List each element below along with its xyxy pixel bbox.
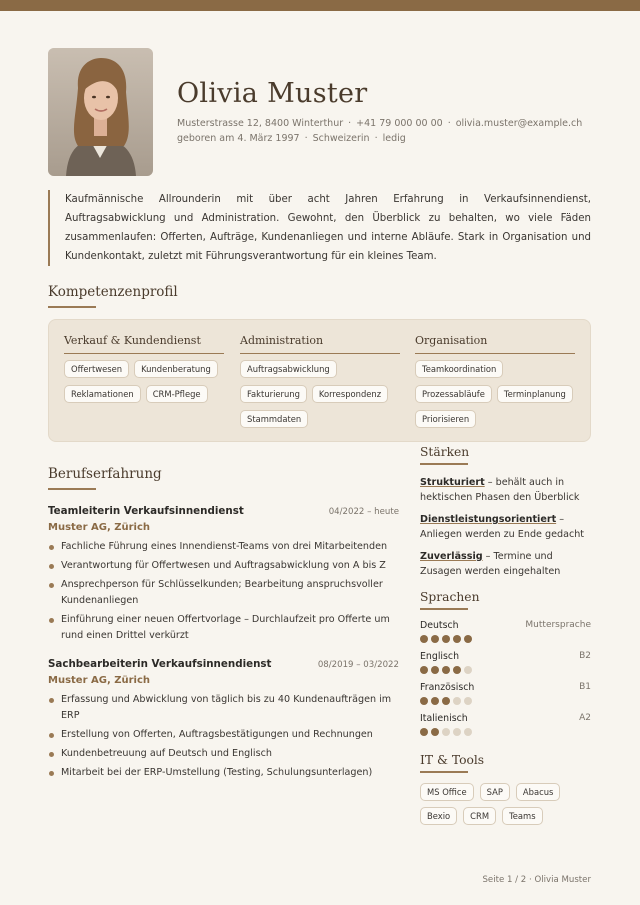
languages-list [420, 620, 591, 736]
rating-dot [453, 635, 461, 643]
skill-tag: Priorisieren [415, 410, 476, 428]
job-bullet: Ansprechperson für Schlüsselkunden; Bearbeitung anspruchsvoller Kundenanliegen [48, 577, 399, 609]
skill-tag: Teamkoordination [415, 360, 503, 378]
phone[interactable]: +41 79 000 00 00 [356, 118, 443, 129]
skill-tag: Kundenberatung [134, 360, 218, 378]
civil-status: ledig [382, 133, 406, 144]
rating-dot [453, 728, 461, 736]
language-row [420, 713, 591, 736]
tool-tag: Teams [502, 807, 543, 825]
job-bullet: Kundenbetreuung auf Deutsch und Englisch [48, 746, 399, 762]
language-row [420, 651, 591, 674]
language-level: B1 [579, 682, 591, 692]
job-bullet: Erfassung und Abwicklung von täglich bis zu 40 Kundenaufträgen im ERP [48, 692, 399, 724]
profile-photo [48, 48, 153, 176]
email[interactable]: olivia.muster@example.ch [455, 118, 583, 129]
strength-item [420, 512, 591, 542]
rating-dot [442, 635, 450, 643]
language-row [420, 620, 591, 643]
skill-tag: Auftragsabwicklung [240, 360, 337, 378]
job-title: Teamleiterin Verkaufsinnendienst [48, 505, 244, 517]
strengths-heading [420, 445, 591, 469]
competence-column [64, 334, 224, 403]
tool-tag: MS Office [420, 783, 474, 801]
competences-title: Kompetenzenprofil [48, 284, 178, 300]
rating-dot [420, 666, 428, 674]
tools-heading [420, 753, 591, 777]
competence-column-title: Verkauf & Kundendienst [64, 334, 224, 354]
skill-tag: Terminplanung [497, 385, 573, 403]
language-level: B2 [579, 651, 591, 661]
job-bullet: Mitarbeit bei der ERP-Umstellung (Testing, Schulungsunterlagen) [48, 765, 399, 781]
heading-rule [420, 463, 468, 465]
tool-tag: SAP [480, 783, 510, 801]
contact-line [177, 118, 582, 129]
job-bullet: Erstellung von Offerten, Auftragsbestätigungen und Rechnungen [48, 727, 399, 743]
rating-dot [464, 666, 472, 674]
language-rating [420, 697, 591, 705]
competence-column-title: Organisation [415, 334, 575, 354]
rating-dot [464, 697, 472, 705]
birth-date: geboren am 4. März 1997 [177, 133, 300, 144]
tool-tag: Bexio [420, 807, 457, 825]
rating-dot [431, 728, 439, 736]
rating-dot [442, 728, 450, 736]
tool-tag: Abacus [516, 783, 560, 801]
competence-column-title: Administration [240, 334, 400, 354]
rating-dot [453, 697, 461, 705]
page-footer: Seite 1 / 2 · Olivia Muster [482, 875, 591, 885]
nationality: Schweizerin [312, 133, 370, 144]
job-bullet: Einführung einer neuen Offertvorlage – Durchlaufzeit pro Offerte um rund einen Drittel verkürzt [48, 612, 399, 644]
strength-label: Strukturiert [420, 477, 485, 488]
languages-section [420, 590, 591, 744]
separator: · [447, 118, 451, 129]
skill-tag: Prozessabläufe [415, 385, 492, 403]
rating-dot [464, 635, 472, 643]
language-level: A2 [579, 713, 591, 723]
skill-tag: Offertwesen [64, 360, 129, 378]
language-name: Englisch [420, 651, 460, 662]
strength-label: Dienstleistungsorientiert [420, 514, 557, 525]
rating-dot [442, 697, 450, 705]
strength-text: – Termine und Zusagen werden eingehalten [420, 551, 561, 577]
language-name: Deutsch [420, 620, 459, 631]
experience-heading [48, 466, 162, 482]
separator: · [348, 118, 352, 129]
language-rating [420, 635, 591, 643]
job-bullet: Verantwortung für Offertwesen und Auftragsabwicklung von A bis Z [48, 558, 399, 574]
profile-summary: Kaufmännische Allrounderin mit über acht Jahren Erfahrung in Verkaufsinnendienst, Auftragsabwicklung und Administration. Gewohnt, den Überblick zu behalten, wo viele Fäden zusammenlaufen: Offerten, Aufträge, Kundenanliegen und interne Abläufe. Stark in Organisation und Kundenkontakt, zuletzt mit Führungsverantwortung für ein kleines Team. [48, 190, 591, 266]
heading-rule [48, 306, 96, 308]
tools-section [420, 753, 591, 825]
strengths-section [420, 445, 591, 586]
rating-dot [420, 635, 428, 643]
rating-dot [431, 666, 439, 674]
heading-rule [420, 608, 468, 610]
competence-column [240, 334, 400, 428]
language-name: Französisch [420, 682, 475, 693]
skill-tag: Reklamationen [64, 385, 141, 403]
language-row [420, 682, 591, 705]
competence-column [415, 334, 575, 428]
skill-tag: CRM-Pflege [146, 385, 208, 403]
skill-tag: Fakturierung [240, 385, 307, 403]
strength-item [420, 549, 591, 579]
personal-line [177, 133, 406, 144]
tools-title: IT & Tools [420, 753, 485, 767]
top-accent-bar [0, 0, 640, 11]
competences-box [48, 319, 591, 442]
address: Musterstrasse 12, 8400 Winterthur [177, 118, 344, 129]
candidate-name: Olivia Muster [177, 78, 368, 109]
rating-dot [431, 635, 439, 643]
rating-dot [420, 728, 428, 736]
job-date: 08/2019 – 03/2022 [317, 660, 399, 670]
job-company: Muster AG, Zürich [48, 522, 151, 533]
job-bullet: Fachliche Führung eines Innendienst-Teams von drei Mitarbeitenden [48, 539, 399, 555]
job-date: 04/2022 – heute [328, 507, 399, 517]
skill-tag: Korrespondenz [312, 385, 388, 403]
strength-item [420, 475, 591, 505]
strength-text: – behält auch in hektischen Phasen den Überblick [420, 477, 580, 503]
languages-title: Sprachen [420, 590, 480, 604]
experience-title: Berufserfahrung [48, 466, 162, 482]
rating-dot [431, 697, 439, 705]
skill-tag: Stammdaten [240, 410, 308, 428]
job-company: Muster AG, Zürich [48, 675, 151, 686]
language-rating [420, 728, 591, 736]
rating-dot [442, 666, 450, 674]
language-level: Muttersprache [525, 620, 591, 630]
rating-dot [453, 666, 461, 674]
job-title: Sachbearbeiterin Verkaufsinnendienst [48, 658, 272, 670]
strength-text: – Anliegen werden zu Ende gedacht [420, 514, 585, 540]
job-entry [48, 505, 399, 647]
job-entry [48, 658, 399, 784]
strength-label: Zuverlässig [420, 551, 483, 562]
rating-dot [464, 728, 472, 736]
strengths-title: Stärken [420, 445, 470, 459]
languages-heading [420, 590, 591, 614]
heading-rule [48, 488, 96, 490]
competences-heading [48, 284, 178, 300]
language-name: Italienisch [420, 713, 468, 724]
rating-dot [420, 697, 428, 705]
separator: · [374, 133, 378, 144]
heading-rule [420, 771, 468, 773]
language-rating [420, 666, 591, 674]
separator: · [304, 133, 308, 144]
tool-tag: CRM [463, 807, 496, 825]
